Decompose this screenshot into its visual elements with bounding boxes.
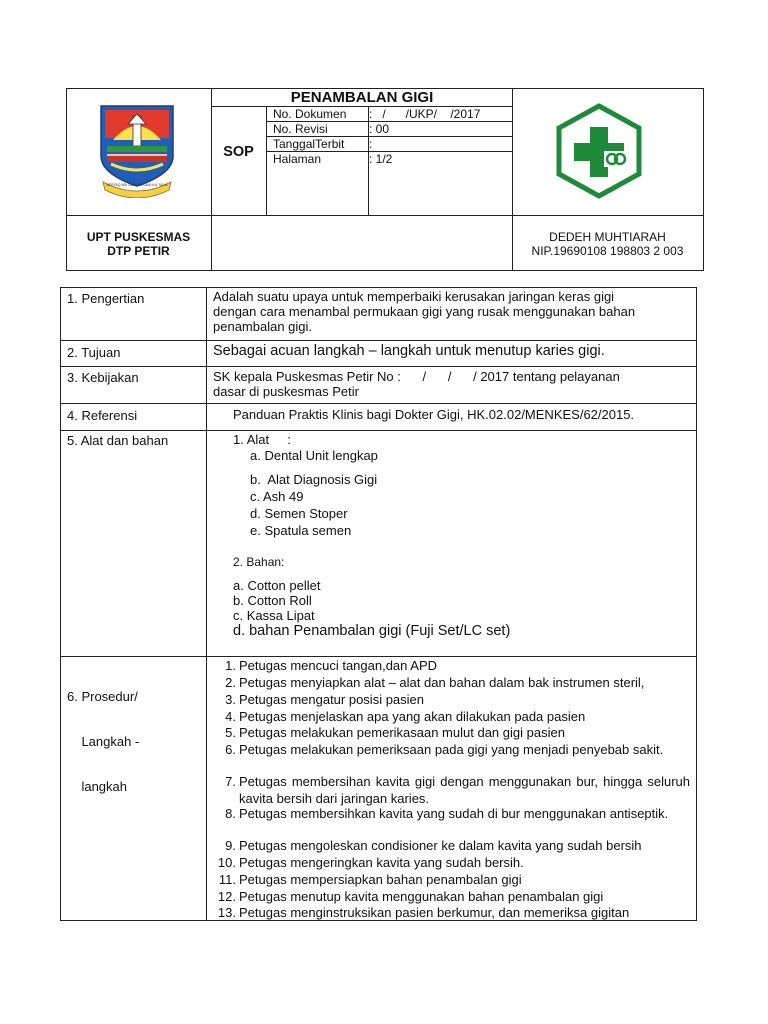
meta-label-doc: No. Dokumen (273, 107, 347, 121)
prosedur-label-line: Langkah - (67, 734, 140, 749)
procedure-step: 1. Petugas mencuci tangan,dan APD (225, 658, 438, 673)
document-title: PENAMBALAN GIGI (290, 89, 434, 106)
kebijakan-text (213, 369, 693, 399)
alat-item: b. Alat Diagnosis Gigi (250, 472, 378, 487)
alat-item: d. Semen Stoper (250, 506, 348, 521)
tujuan-text: Sebagai acuan langkah – langkah untuk menutup karies gigi. (213, 343, 605, 359)
meta-value-doc: : / /UKP/ /2017 (369, 107, 481, 121)
alat-item: c. Ash 49 (250, 489, 304, 504)
procedure-step: 5. Petugas melakukan pemerikasaan mulut dan gigi pasien (225, 725, 565, 740)
row-label-alat-bahan: 5. Alat dan bahan (67, 433, 169, 448)
bahan-item: c. Kassa Lipat (233, 608, 315, 623)
prosedur-label-line: langkah (67, 779, 127, 794)
pengertian-text (213, 289, 693, 334)
procedure-step: 13. Petugas menginstruksikan pasien berkumur, dan memeriksa gigitan (217, 905, 630, 920)
puskesmas-logo (554, 103, 644, 199)
meta-label-rev: No. Revisi (273, 122, 328, 136)
kebijakan-line: SK kepala Puskesmas Petir No : / / / 2017 tentang pelayanan (213, 369, 620, 384)
kebijakan-line: dasar di puskesmas Petir (213, 384, 359, 399)
procedure-step: 11. Petugas mempersiapkan bahan penambalan gigi (218, 872, 522, 887)
prosedur-label-line: 6. Prosedur/ (67, 689, 138, 704)
org-name (66, 230, 211, 258)
procedure-step: 8. Petugas membersihkan kavita yang sudah di bur menggunakan antiseptik. (225, 806, 669, 821)
signer-nip: NIP.19690108 198803 2 003 (531, 244, 684, 258)
procedure-step: 9. Petugas mengoleskan condisioner ke dalam kavita yang sudah bersih (225, 838, 642, 853)
procedure-step: 6. Petugas melakukan pemeriksaan pada gigi yang menjadi penyebab sakit. (225, 742, 664, 757)
row-label-prosedur (67, 659, 139, 809)
referensi-text: Panduan Praktis Klinis bagi Dokter Gigi, HK.02.02/MENKES/62/2015. (233, 407, 635, 422)
alat-item: a. Dental Unit lengkap (250, 448, 378, 463)
meta-label-date: TanggalTerbit (273, 137, 345, 151)
pengertian-line: penambalan gigi. (213, 319, 313, 334)
meta-label-page: Halaman (273, 152, 322, 166)
org-name-line2: DTP PETIR (107, 244, 170, 258)
signer (512, 230, 703, 258)
regency-motto: BERTAQ WA JAWARA KAMI KA' SAYA (106, 183, 168, 187)
signer-name: DEDEH MUHTIARAH (549, 230, 666, 244)
procedure-step: 12. Petugas menutup kavita menggunakan bahan penambalan gigi (217, 889, 604, 904)
pengertian-line: dengan cara menambal permukaan gigi yang rusak menggunakan bahan (213, 304, 636, 319)
procedure-step: 10. Petugas mengeringkan kavita yang sudah bersih. (217, 855, 524, 870)
procedure-step: 4. Petugas menjelaskan apa yang akan dilakukan pada pasien (225, 709, 586, 724)
procedure-step: 2. Petugas menyiapkan alat – alat dan bahan dalam bak instrumen steril, (225, 675, 645, 690)
row-label-pengertian: 1. Pengertian (67, 291, 145, 306)
procedure-step: 7. Petugas membersihan kavita gigi dengan menggunakan bur, hingga seluruh kavita bersih dari jaringan karies. (225, 774, 690, 806)
alat-heading: 1. Alat : (233, 432, 291, 447)
procedure-step: 3. Petugas mengatur posisi pasien (225, 692, 425, 707)
meta-value-rev: : 00 (369, 122, 390, 136)
alat-item: e. Spatula semen (250, 523, 352, 538)
bahan-heading: 2. Bahan: (233, 555, 285, 569)
bahan-item: d. bahan Penambalan gigi (Fuji Set/LC set) (233, 623, 511, 639)
row-label-kebijakan: 3. Kebijakan (67, 370, 139, 385)
pengertian-line: Adalah suatu upaya untuk memperbaiki kerusakan jaringan keras gigi (213, 289, 615, 304)
bahan-item: b. Cotton Roll (233, 593, 312, 608)
row-label-referensi: 4. Referensi (67, 408, 138, 423)
row-label-tujuan: 2. Tujuan (67, 345, 121, 360)
org-name-line1: UPT PUSKESMAS (86, 230, 191, 244)
sop-label: SOP (223, 144, 254, 160)
meta-value-date: : (369, 137, 373, 151)
meta-value-page: : 1/2 (369, 152, 393, 166)
bahan-item: a. Cotton pellet (233, 578, 321, 593)
